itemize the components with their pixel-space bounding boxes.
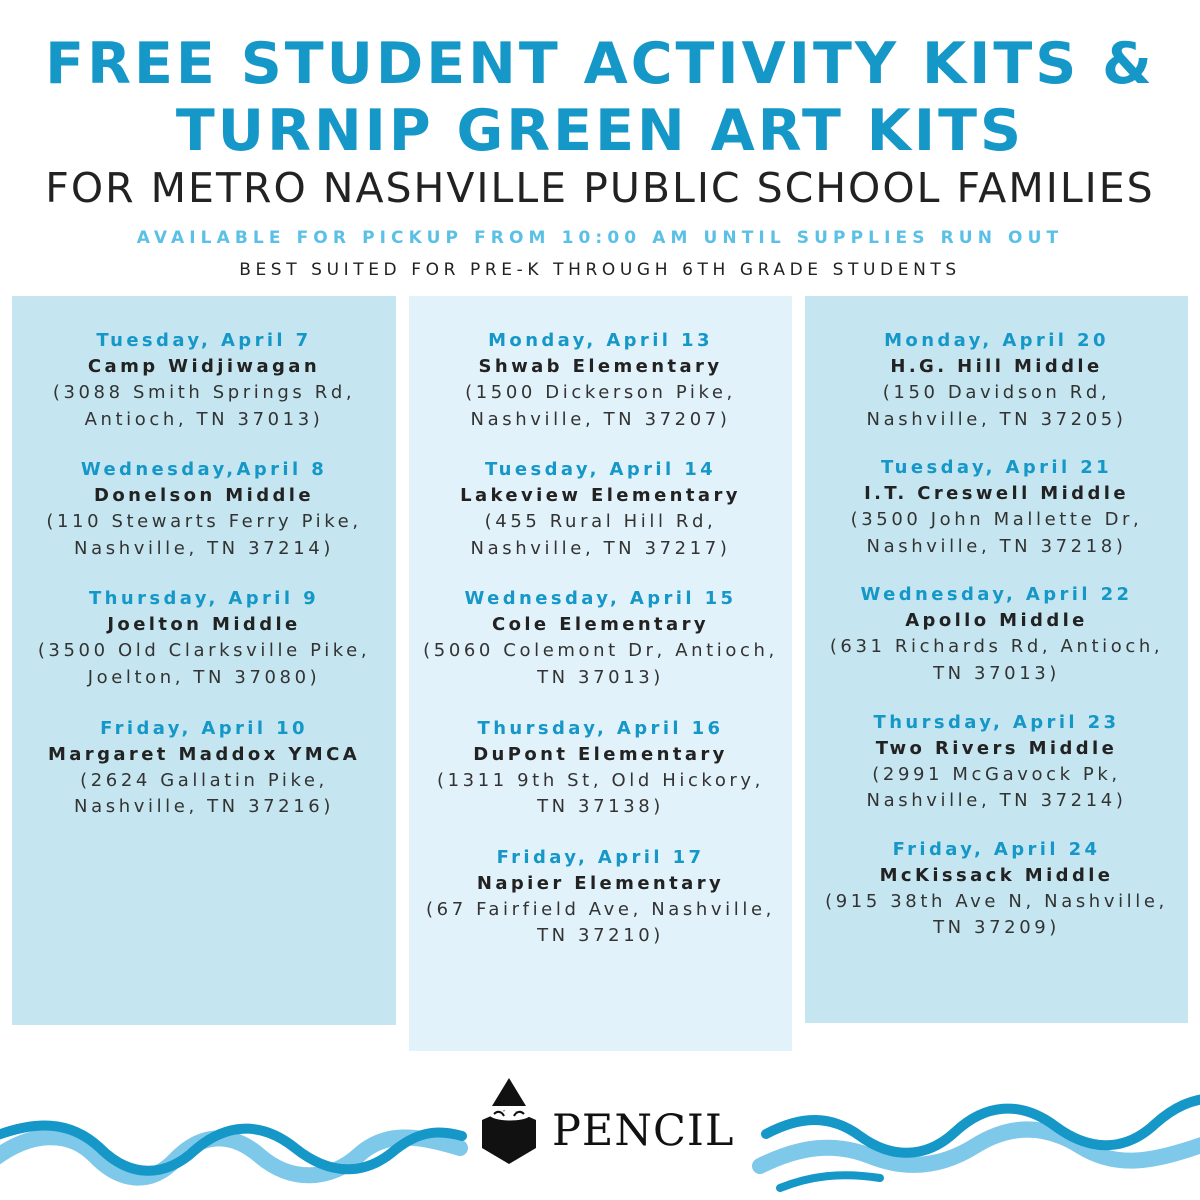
entry-venue: Shwab Elementary (478, 356, 723, 377)
entry-address: (67 Fairfield Ave, Nashville, TN 37210) (426, 898, 775, 947)
title-line-2: TURNIP GREEN ART KITS (175, 98, 1025, 164)
schedule-entry (409, 845, 792, 950)
entry-day: Monday, April 20 (884, 330, 1109, 351)
schedule-entry (805, 455, 1188, 560)
schedule-column-week-3 (805, 296, 1188, 1023)
entry-day: Friday, April 24 (892, 838, 1101, 860)
schedule-entry (409, 328, 792, 433)
entry-address: (2991 McGavock Pk, Nashville, TN 37214) (866, 763, 1127, 812)
pencil-brand-text: PENCIL (552, 1106, 735, 1156)
entry-address: (1311 9th St, Old Hickory, TN 37138) (436, 769, 765, 818)
entry-venue: DuPont Elementary (473, 743, 728, 765)
schedule-entry (409, 457, 792, 562)
schedule-entry (12, 716, 396, 821)
entry-day: Monday, April 13 (488, 330, 713, 351)
entry-venue: McKissack Middle (879, 864, 1114, 886)
schedule-entry (805, 582, 1188, 687)
schedule-entry (805, 837, 1188, 942)
entry-venue: Joelton Middle (107, 614, 301, 636)
schedule-entry (12, 457, 396, 562)
schedule-column-week-1 (12, 296, 396, 1025)
schedule-entry (805, 328, 1188, 433)
entry-day: Tuesday, April 7 (96, 330, 312, 351)
entry-address: (455 Rural Hill Rd, Nashville, TN 37217) (470, 511, 731, 559)
entry-venue: Lakeview Elementary (460, 485, 741, 507)
schedule-entry (805, 710, 1188, 815)
entry-day: Thursday, April 9 (88, 588, 320, 610)
entry-day: Thursday, April 23 (873, 711, 1120, 733)
entry-day: Tuesday, April 21 (880, 457, 1113, 479)
title-line-1: FREE STUDENT ACTIVITY KITS & (45, 31, 1155, 97)
entry-venue: Napier Elementary (476, 872, 725, 894)
grades-note: BEST SUITED FOR PRE-K THROUGH 6TH GRADE STUDENTS (239, 260, 961, 280)
entry-day: Friday, April 10 (100, 717, 308, 739)
pencil-logo-icon (474, 1076, 544, 1166)
entry-venue: Cole Elementary (491, 614, 710, 636)
pickup-note: AVAILABLE FOR PICKUP FROM 10:00 AM UNTIL SUPPLIES RUN OUT (136, 228, 1064, 248)
entry-venue: H.G. Hill Middle (890, 356, 1103, 377)
entry-venue: Margaret Maddox YMCA (47, 743, 361, 765)
entry-address: (915 38th Ave N, Nashville, TN 37209) (825, 890, 1168, 939)
entry-day: Friday, April 17 (496, 846, 705, 868)
subtitle: FOR METRO NASHVILLE PUBLIC SCHOOL FAMILIES (45, 164, 1155, 212)
entry-venue: I.T. Creswell Middle (864, 483, 1129, 505)
entry-address: (3088 Smith Springs Rd, Antioch, TN 37013) (52, 382, 356, 430)
entry-day: Wednesday, April 22 (860, 584, 1133, 606)
entry-day: Wednesday, April 15 (464, 588, 737, 610)
entry-address: (3500 Old Clarksville Pike, Joelton, TN 37080) (37, 640, 371, 688)
entry-venue: Donelson Middle (94, 485, 314, 507)
schedule-entry (12, 328, 396, 433)
entry-address: (110 Stewarts Ferry Pike, Nashville, TN 37214) (46, 511, 362, 559)
right-wave-decoration (740, 1068, 1200, 1200)
entry-address: (3500 John Mallette Dr, Nashville, TN 37218) (850, 509, 1143, 557)
entry-venue: Two Rivers Middle (875, 737, 1118, 759)
schedule-entry (12, 586, 396, 691)
entry-day: Thursday, April 16 (477, 717, 724, 739)
schedule-column-week-2 (409, 296, 792, 1051)
schedule-entry (409, 716, 792, 821)
entry-day: Wednesday,April 8 (80, 459, 328, 481)
left-wave-decoration (0, 1090, 470, 1200)
entry-address: (1500 Dickerson Pike, Nashville, TN 37207) (465, 382, 736, 430)
entry-address: (631 Richards Rd, Antioch, TN 37013) (829, 636, 1164, 684)
schedule-entry (409, 586, 792, 691)
entry-address: (150 Davidson Rd, Nashville, TN 37205) (866, 382, 1127, 430)
entry-address: (5060 Colemont Dr, Antioch, TN 37013) (423, 640, 778, 688)
entry-venue: Camp Widjiwagan (87, 356, 321, 377)
entry-venue: Apollo Middle (905, 610, 1088, 632)
entry-address: (2624 Gallatin Pike, Nashville, TN 37216) (74, 769, 334, 818)
entry-day: Tuesday, April 14 (484, 459, 717, 481)
